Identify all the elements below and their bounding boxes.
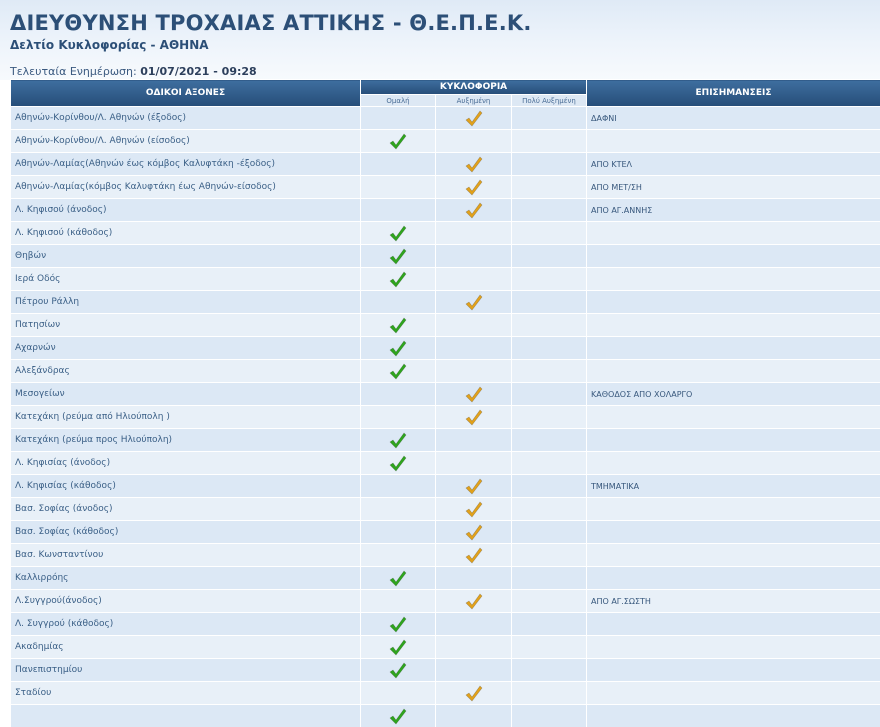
road-note — [587, 314, 880, 337]
traffic-level-cell — [436, 245, 512, 268]
road-axis-name: Μεσογείων — [11, 383, 361, 406]
road-note — [587, 337, 880, 360]
traffic-level-cell — [512, 452, 587, 475]
traffic-level-cell — [512, 130, 587, 153]
traffic-level-cell — [361, 130, 436, 153]
checkmark-icon — [464, 501, 484, 518]
road-axis-name: Πανεπιστημίου — [11, 659, 361, 682]
traffic-level-cell — [512, 222, 587, 245]
traffic-level-cell — [436, 498, 512, 521]
traffic-level-cell — [361, 659, 436, 682]
traffic-level-cell — [436, 567, 512, 590]
traffic-level-cell — [361, 590, 436, 613]
traffic-level-cell — [512, 314, 587, 337]
checkmark-icon — [388, 271, 408, 288]
table-row — [11, 636, 880, 659]
checkmark-icon — [464, 294, 484, 311]
table-row — [11, 291, 880, 314]
road-axis-name: Λ. Συγγρού (κάθοδος) — [11, 613, 361, 636]
traffic-level-cell — [361, 475, 436, 498]
road-note — [587, 498, 880, 521]
road-note — [587, 659, 880, 682]
traffic-level-cell — [361, 222, 436, 245]
table-row — [11, 222, 880, 245]
traffic-level-cell — [436, 222, 512, 245]
traffic-level-cell — [361, 268, 436, 291]
traffic-level-cell — [436, 521, 512, 544]
checkmark-icon — [388, 708, 408, 725]
road-note — [587, 682, 880, 705]
column-header-traffic: ΚΥΚΛΟΦΟΡΙΑ — [361, 80, 587, 95]
road-axis-name: Αλεξάνδρας — [11, 360, 361, 383]
table-row — [11, 360, 880, 383]
table-row — [11, 268, 880, 291]
traffic-level-cell — [512, 521, 587, 544]
traffic-level-cell — [436, 314, 512, 337]
last-update-value: 01/07/2021 - 09:28 — [140, 65, 257, 78]
page-header — [0, 0, 880, 80]
road-axis-name: Πέτρου Ράλλη — [11, 291, 361, 314]
checkmark-icon — [388, 639, 408, 656]
checkmark-icon — [464, 685, 484, 702]
checkmark-icon — [388, 363, 408, 380]
traffic-level-cell — [512, 659, 587, 682]
table-row — [11, 498, 880, 521]
road-axis-name: Ιερά Οδός — [11, 268, 361, 291]
table-row — [11, 452, 880, 475]
traffic-level-cell — [512, 636, 587, 659]
table-row — [11, 429, 880, 452]
road-note — [587, 452, 880, 475]
table-row — [11, 337, 880, 360]
road-note: ΑΠΟ ΚΤΕΛ — [587, 153, 880, 176]
traffic-level-cell — [361, 521, 436, 544]
road-note — [587, 429, 880, 452]
traffic-level-cell — [512, 544, 587, 567]
checkmark-icon — [388, 662, 408, 679]
road-note — [587, 613, 880, 636]
table-row — [11, 521, 880, 544]
traffic-level-cell — [361, 107, 436, 130]
traffic-level-cell — [361, 636, 436, 659]
table-row — [11, 567, 880, 590]
column-header-level-increased: Αυξημένη — [436, 95, 512, 107]
traffic-level-cell — [512, 291, 587, 314]
road-axis-name: Ακαδημίας — [11, 636, 361, 659]
traffic-level-cell — [512, 268, 587, 291]
table-row — [11, 613, 880, 636]
traffic-level-cell — [361, 314, 436, 337]
road-note — [587, 130, 880, 153]
traffic-level-cell — [512, 383, 587, 406]
checkmark-icon — [464, 593, 484, 610]
traffic-level-cell — [512, 705, 587, 727]
traffic-level-cell — [361, 544, 436, 567]
traffic-level-cell — [361, 567, 436, 590]
table-row — [11, 107, 880, 130]
road-note — [587, 636, 880, 659]
traffic-level-cell — [361, 705, 436, 727]
road-axis-name: Λ. Κηφισίας (άνοδος) — [11, 452, 361, 475]
road-note: ΚΑΘΟΔΟΣ ΑΠΟ ΧΟΛΑΡΓΟ — [587, 383, 880, 406]
table-row — [11, 705, 880, 727]
traffic-level-cell — [436, 107, 512, 130]
column-header-notes: ΕΠΙΣΗΜΑΝΣΕΙΣ — [587, 80, 880, 107]
road-axis-name: Λ. Κηφισού (άνοδος) — [11, 199, 361, 222]
checkmark-icon — [464, 478, 484, 495]
traffic-level-cell — [512, 337, 587, 360]
road-note — [587, 268, 880, 291]
road-axis-name: Αθηνών-Λαμίας(Αθηνών έως κόμβος Καλυφτάκη -έξοδος) — [11, 153, 361, 176]
road-axis-name: Κατεχάκη (ρεύμα προς Ηλιούπολη) — [11, 429, 361, 452]
traffic-level-cell — [512, 176, 587, 199]
road-note — [587, 567, 880, 590]
road-axis-name: Θηβών — [11, 245, 361, 268]
traffic-level-cell — [512, 406, 587, 429]
traffic-level-cell — [361, 406, 436, 429]
checkmark-icon — [388, 432, 408, 449]
traffic-level-cell — [436, 360, 512, 383]
road-axis-name: Αθηνών-Κορίνθου/Λ. Αθηνών (έξοδος) — [11, 107, 361, 130]
traffic-level-cell — [512, 613, 587, 636]
table-row — [11, 176, 880, 199]
checkmark-icon — [388, 225, 408, 242]
traffic-level-cell — [436, 176, 512, 199]
road-axis-name: Λ. Κηφισίας (κάθοδος) — [11, 475, 361, 498]
road-note — [587, 245, 880, 268]
checkmark-icon — [464, 110, 484, 127]
table-row — [11, 314, 880, 337]
traffic-level-cell — [436, 429, 512, 452]
road-note — [587, 544, 880, 567]
checkmark-icon — [464, 386, 484, 403]
traffic-level-cell — [436, 406, 512, 429]
traffic-level-cell — [361, 452, 436, 475]
traffic-level-cell — [512, 590, 587, 613]
traffic-level-cell — [436, 659, 512, 682]
road-axis-name: Λ. Κηφισού (κάθοδος) — [11, 222, 361, 245]
checkmark-icon — [388, 248, 408, 265]
road-axis-name: Βασ. Σοφίας (κάθοδος) — [11, 521, 361, 544]
road-axis-name: Αχαρνών — [11, 337, 361, 360]
road-axis-name: Βασ. Σοφίας (άνοδος) — [11, 498, 361, 521]
traffic-level-cell — [512, 498, 587, 521]
traffic-level-cell — [361, 199, 436, 222]
road-axis-name: Βασ. Κωνσταντίνου — [11, 544, 361, 567]
traffic-level-cell — [436, 613, 512, 636]
checkmark-icon — [388, 570, 408, 587]
column-header-axes: ΟΔΙΚΟΙ ΑΞΟΝΕΣ — [11, 80, 361, 107]
road-axis-name: Κατεχάκη (ρεύμα από Ηλιούπολη ) — [11, 406, 361, 429]
traffic-level-cell — [361, 291, 436, 314]
checkmark-icon — [464, 524, 484, 541]
traffic-level-cell — [512, 567, 587, 590]
table-row — [11, 406, 880, 429]
traffic-level-cell — [436, 291, 512, 314]
traffic-level-cell — [436, 268, 512, 291]
road-note: ΑΠΟ ΜΕΤ/ΣΗ — [587, 176, 880, 199]
last-update-label: Τελευταία Ενημέρωση: — [10, 65, 137, 78]
checkmark-icon — [464, 547, 484, 564]
traffic-level-cell — [361, 337, 436, 360]
road-note — [587, 291, 880, 314]
road-axis-name: Σταδίου — [11, 682, 361, 705]
traffic-level-cell — [436, 337, 512, 360]
traffic-level-cell — [361, 153, 436, 176]
traffic-level-cell — [436, 544, 512, 567]
traffic-level-cell — [361, 613, 436, 636]
road-axis-name: Αθηνών-Λαμίας(κόμβος Καλυφτάκη έως Αθηνών-είσοδος) — [11, 176, 361, 199]
road-note: ΑΠΟ ΑΓ.ΑΝΝΗΣ — [587, 199, 880, 222]
traffic-level-cell — [361, 682, 436, 705]
traffic-level-cell — [436, 705, 512, 727]
traffic-level-cell — [361, 245, 436, 268]
road-note — [587, 521, 880, 544]
road-note — [587, 360, 880, 383]
checkmark-icon — [388, 133, 408, 150]
road-note — [587, 222, 880, 245]
traffic-level-cell — [512, 199, 587, 222]
traffic-level-cell — [512, 475, 587, 498]
checkmark-icon — [388, 616, 408, 633]
road-axis-name: Αθηνών-Κορίνθου/Λ. Αθηνών (είσοδος) — [11, 130, 361, 153]
table-row — [11, 153, 880, 176]
traffic-level-cell — [436, 130, 512, 153]
traffic-level-cell — [512, 429, 587, 452]
road-axis-name: Λ.Συγγρού(άνοδος) — [11, 590, 361, 613]
table-row — [11, 475, 880, 498]
checkmark-icon — [388, 455, 408, 472]
traffic-level-cell — [436, 452, 512, 475]
page-subtitle: Δελτίο Κυκλοφορίας - ΑΘΗΝΑ — [10, 38, 209, 52]
column-header-level-very-increased: Πολύ Αυξημένη — [512, 95, 587, 107]
checkmark-icon — [388, 340, 408, 357]
traffic-level-cell — [361, 498, 436, 521]
table-row — [11, 682, 880, 705]
traffic-level-cell — [512, 682, 587, 705]
traffic-level-cell — [361, 360, 436, 383]
traffic-level-cell — [436, 153, 512, 176]
table-row — [11, 659, 880, 682]
checkmark-icon — [464, 409, 484, 426]
table-row — [11, 590, 880, 613]
traffic-level-cell — [512, 245, 587, 268]
table-row — [11, 130, 880, 153]
traffic-level-cell — [361, 383, 436, 406]
road-note: ΔΑΦΝΙ — [587, 107, 880, 130]
table-row — [11, 245, 880, 268]
road-note — [587, 406, 880, 429]
traffic-level-cell — [436, 636, 512, 659]
road-axis-name: Καλλιρρόης — [11, 567, 361, 590]
checkmark-icon — [388, 317, 408, 334]
checkmark-icon — [464, 156, 484, 173]
traffic-level-cell — [436, 199, 512, 222]
traffic-level-cell — [361, 429, 436, 452]
traffic-level-cell — [361, 176, 436, 199]
road-note: ΤΜΗΜΑΤΙΚΑ — [587, 475, 880, 498]
traffic-level-cell — [512, 153, 587, 176]
traffic-level-cell — [436, 682, 512, 705]
traffic-level-cell — [436, 475, 512, 498]
traffic-level-cell — [512, 107, 587, 130]
road-axis-name — [11, 705, 361, 727]
road-note: ΑΠΟ ΑΓ.ΣΩΣΤΗ — [587, 590, 880, 613]
column-header-level-normal: Ομαλή — [361, 95, 436, 107]
road-note — [587, 705, 880, 727]
table-row — [11, 544, 880, 567]
traffic-level-cell — [436, 383, 512, 406]
traffic-level-cell — [512, 360, 587, 383]
table-row — [11, 199, 880, 222]
checkmark-icon — [464, 202, 484, 219]
table-row — [11, 383, 880, 406]
traffic-table — [10, 79, 880, 727]
traffic-level-cell — [436, 590, 512, 613]
page-title: ΔΙΕΥΘΥΝΣΗ ΤΡΟΧΑΙΑΣ ΑΤΤΙΚΗΣ - Θ.Ε.Π.Ε.Κ. — [10, 11, 532, 35]
road-axis-name: Πατησίων — [11, 314, 361, 337]
last-update — [10, 65, 257, 78]
checkmark-icon — [464, 179, 484, 196]
